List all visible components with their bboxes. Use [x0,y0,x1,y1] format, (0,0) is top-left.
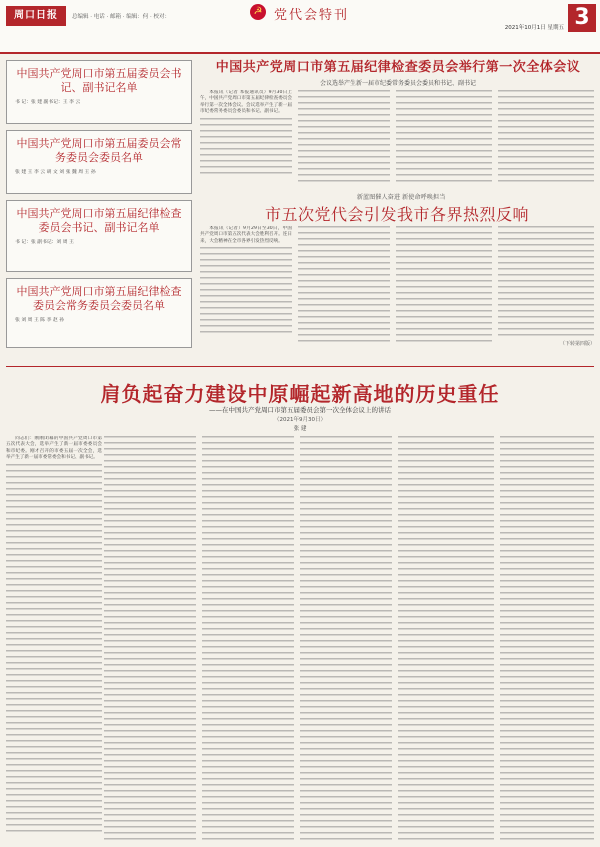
sidebar-box-title: 中国共产党周口市第五届委员会书记、副书记名单 [16,67,182,94]
second-article-lead: 本报讯（记者）9月29日至30日，中国共产党周口市第五次代表大会胜利召开。连日来，大会精神在全市各界引发热烈反响。 [200,226,292,244]
sidebar-box-names: 书 记：张 副书记：刘 周 王 [15,240,74,245]
top-article-headline: 中国共产党周口市第五届纪律检查委员会举行第一次全体会议 [215,60,581,75]
text-filler [200,118,292,178]
text-filler [104,436,196,841]
top-article-lead: 本报讯（记者 本报通讯员）9月30日上午，中国共产党周口市第五届纪律检查委员会举行第一次全体会议。会议选举产生了新一届市纪委常务委员会委员和书记、副书记。 [200,90,292,115]
feature-subhead: ——在中国共产党周口市第五届委员会第一次全体会议上的讲话 [209,406,391,414]
text-filler [396,226,492,346]
continued-tag: （下转第四版） [560,341,596,347]
sidebar-box-names: 张 建 王 李 云 胡 文 刘 张 魏 周 王 孙 [15,170,96,175]
sidebar-box-names: 书 记：张 建 副书记：王 李 云 [15,100,81,105]
text-filler [6,464,102,834]
sidebar-box-names: 张 刘 周 王 陈 李 赵 孙 [15,318,65,323]
text-filler [300,436,392,841]
sidebar-box-title: 中国共产党周口市第五届委员会常务委员会委员名单 [16,137,182,164]
masthead [0,0,600,54]
text-filler [396,90,492,186]
sidebar-box-discipline-secretaries [6,200,192,272]
feature-headline: 肩负起奋力建设中原崛起新高地的历史重任 [100,382,500,406]
section-divider [6,366,594,367]
sidebar-box-title: 中国共产党周口市第五届纪律检查委员会书记、副书记名单 [16,207,182,234]
masthead-meta: 总编辑 · 电话 · 邮箱 · 编辑：何 · 校对： [72,14,170,20]
party-emblem-icon: ☭ [250,4,266,20]
feature-column [6,436,102,841]
text-filler [498,90,594,186]
second-article-kicker: 新蓝图催人奋进 新使命呼唤担当 [356,194,446,201]
text-filler [500,436,594,841]
text-filler [200,247,292,337]
sidebar-box-title: 中国共产党周口市第五届纪律检查委员会常务委员会委员名单 [16,285,182,312]
text-filler [398,436,494,841]
sidebar-box-discipline-committee [6,278,192,348]
text-filler [498,226,594,336]
second-article-headline: 市五次党代会引发我市各界热烈反响 [264,205,529,224]
text-filler [298,226,390,346]
text-filler [202,436,294,841]
feature-date: （2021年9月30日） [274,417,326,423]
second-article-column [200,226,292,346]
page-number: 3 [568,4,596,32]
sidebar-box-standing-committee [6,130,192,194]
issue-date: 2021年10月1日 星期五 [504,25,564,31]
top-article-column [200,90,292,186]
newspaper-logo: 周口日报 [6,6,66,26]
sidebar-box-secretaries [6,60,192,124]
section-title: 党代会特刊 [274,8,350,23]
top-article-subhead: 会议选举产生新一届市纪委常务委员会委员和书记、副书记 [319,80,476,87]
text-filler [298,90,390,186]
feature-author: 张 建 [293,426,307,432]
feature-lead: 同志们：刚刚闭幕的中国共产党周口市第五次代表大会，选举产生了新一届市委委员会和市纪委。刚才召开的市委五届一次全会，选举产生了新一届市委常委会和书记、副书记。 [6,436,102,461]
